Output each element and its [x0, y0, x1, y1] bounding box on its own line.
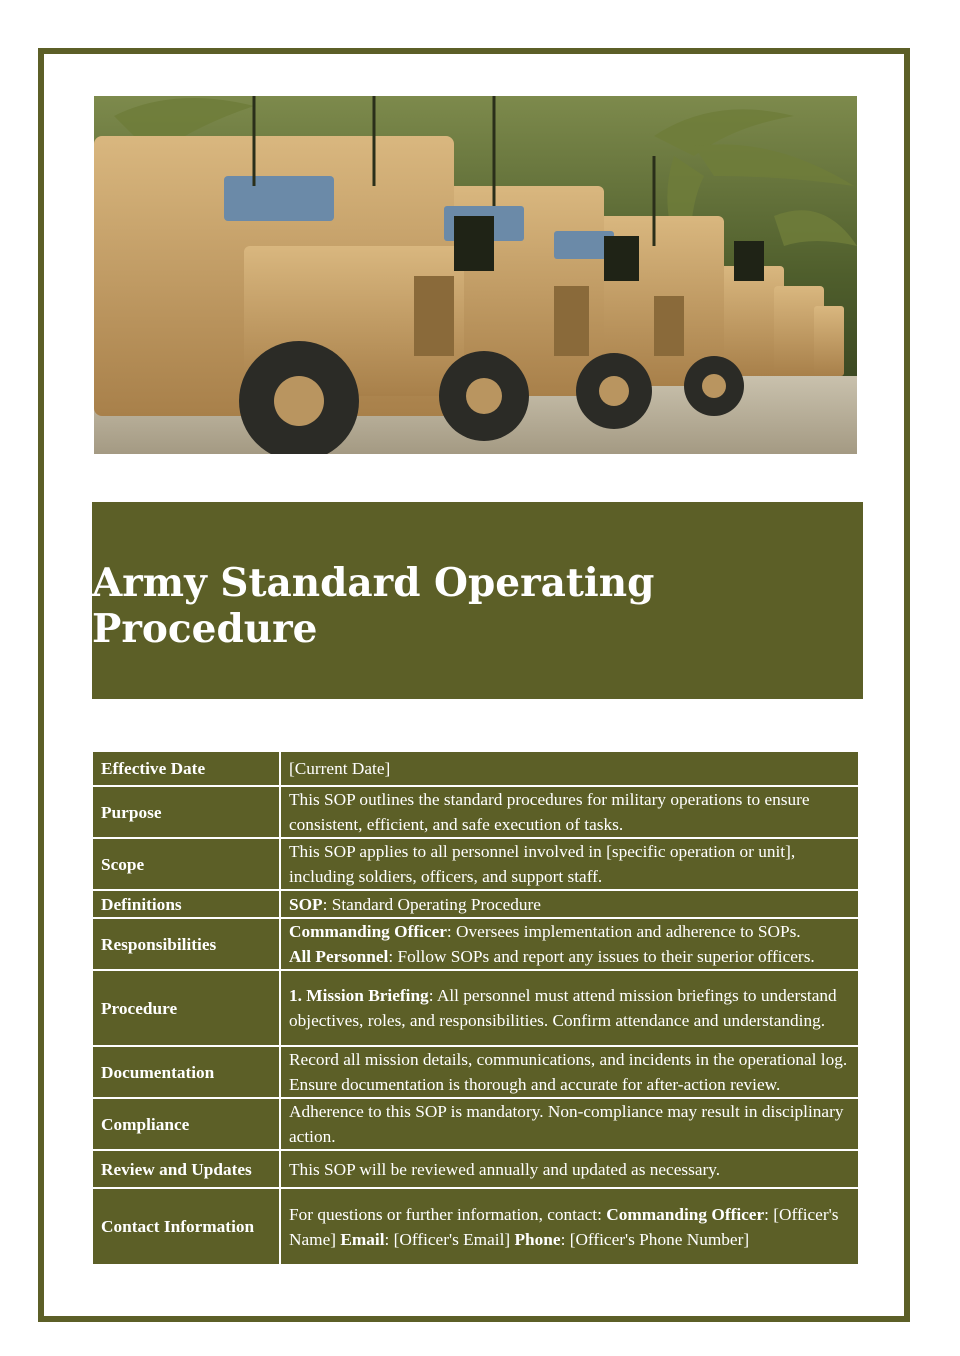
table-row-procedure	[93, 970, 858, 1046]
row-value	[280, 970, 858, 1046]
table-row-review	[93, 1150, 858, 1188]
row-value	[280, 918, 858, 970]
row-value: This SOP will be reviewed annually and updated as necessary.	[280, 1150, 858, 1188]
definition-text: : Standard Operating Procedure	[322, 894, 541, 914]
row-value: This SOP outlines the standard procedures for military operations to ensure consistent, efficient, and safe execution of tasks.	[280, 786, 858, 838]
role-commanding-officer: Commanding Officer	[289, 922, 447, 941]
row-value	[280, 1188, 858, 1264]
sop-table	[93, 752, 858, 1264]
table-row-purpose	[93, 786, 858, 838]
contact-email-label: Email	[340, 1229, 385, 1249]
row-label: Purpose	[93, 786, 280, 838]
document-title: Army Standard Operating Procedure	[92, 559, 655, 652]
contact-intro: For questions or further information, contact:	[289, 1204, 607, 1224]
row-label: Procedure	[93, 970, 280, 1046]
contact-email-value: : [Officer's Email]	[384, 1229, 515, 1249]
row-label: Compliance	[93, 1098, 280, 1150]
table-row-compliance	[93, 1098, 858, 1150]
table-row-contact	[93, 1188, 858, 1264]
hero-image	[94, 96, 857, 454]
role-text: : Oversees implementation and adherence to SOPs.	[446, 922, 801, 941]
row-label: Documentation	[93, 1046, 280, 1098]
definition-term: SOP	[289, 894, 323, 914]
table-row-responsibilities	[93, 918, 858, 970]
row-label: Responsibilities	[93, 918, 280, 970]
row-label: Contact Information	[93, 1188, 280, 1264]
role-all-personnel: All Personnel	[289, 947, 389, 966]
contact-phone-value: : [Officer's Phone Number]	[560, 1229, 750, 1249]
table-row-documentation	[93, 1046, 858, 1098]
table-row-effective-date	[93, 752, 858, 786]
procedure-step: 1. Mission Briefing	[289, 986, 429, 1005]
contact-phone-label: Phone	[514, 1229, 561, 1249]
military-vehicles-photo	[94, 96, 857, 454]
title-banner	[92, 502, 863, 699]
row-value: Record all mission details, communications, and incidents in the operational log. Ensure documentation is thorough and accurate for after-action review.	[280, 1046, 858, 1098]
row-value	[280, 890, 858, 918]
row-value: Adherence to this SOP is mandatory. Non-compliance may result in disciplinary action.	[280, 1098, 858, 1150]
row-label: Review and Updates	[93, 1150, 280, 1188]
procedure-text: : All personnel must attend mission briefings to understand objectives, roles, and responsibilities. Confirm attendance and understanding.	[289, 986, 837, 1030]
row-label: Effective Date	[93, 752, 280, 786]
row-value: This SOP applies to all personnel involved in [specific operation or unit], including soldiers, officers, and support staff.	[280, 838, 858, 890]
contact-co-label: Commanding Officer	[606, 1204, 765, 1224]
row-label: Scope	[93, 838, 280, 890]
row-label: Definitions	[93, 890, 280, 918]
row-value: [Current Date]	[280, 752, 858, 786]
table-row-scope	[93, 838, 858, 890]
contact-co-value: : [Officer's Name]	[289, 1204, 839, 1249]
table-row-definitions	[93, 890, 858, 918]
role-text: : Follow SOPs and report any issues to their superior officers.	[388, 947, 815, 966]
